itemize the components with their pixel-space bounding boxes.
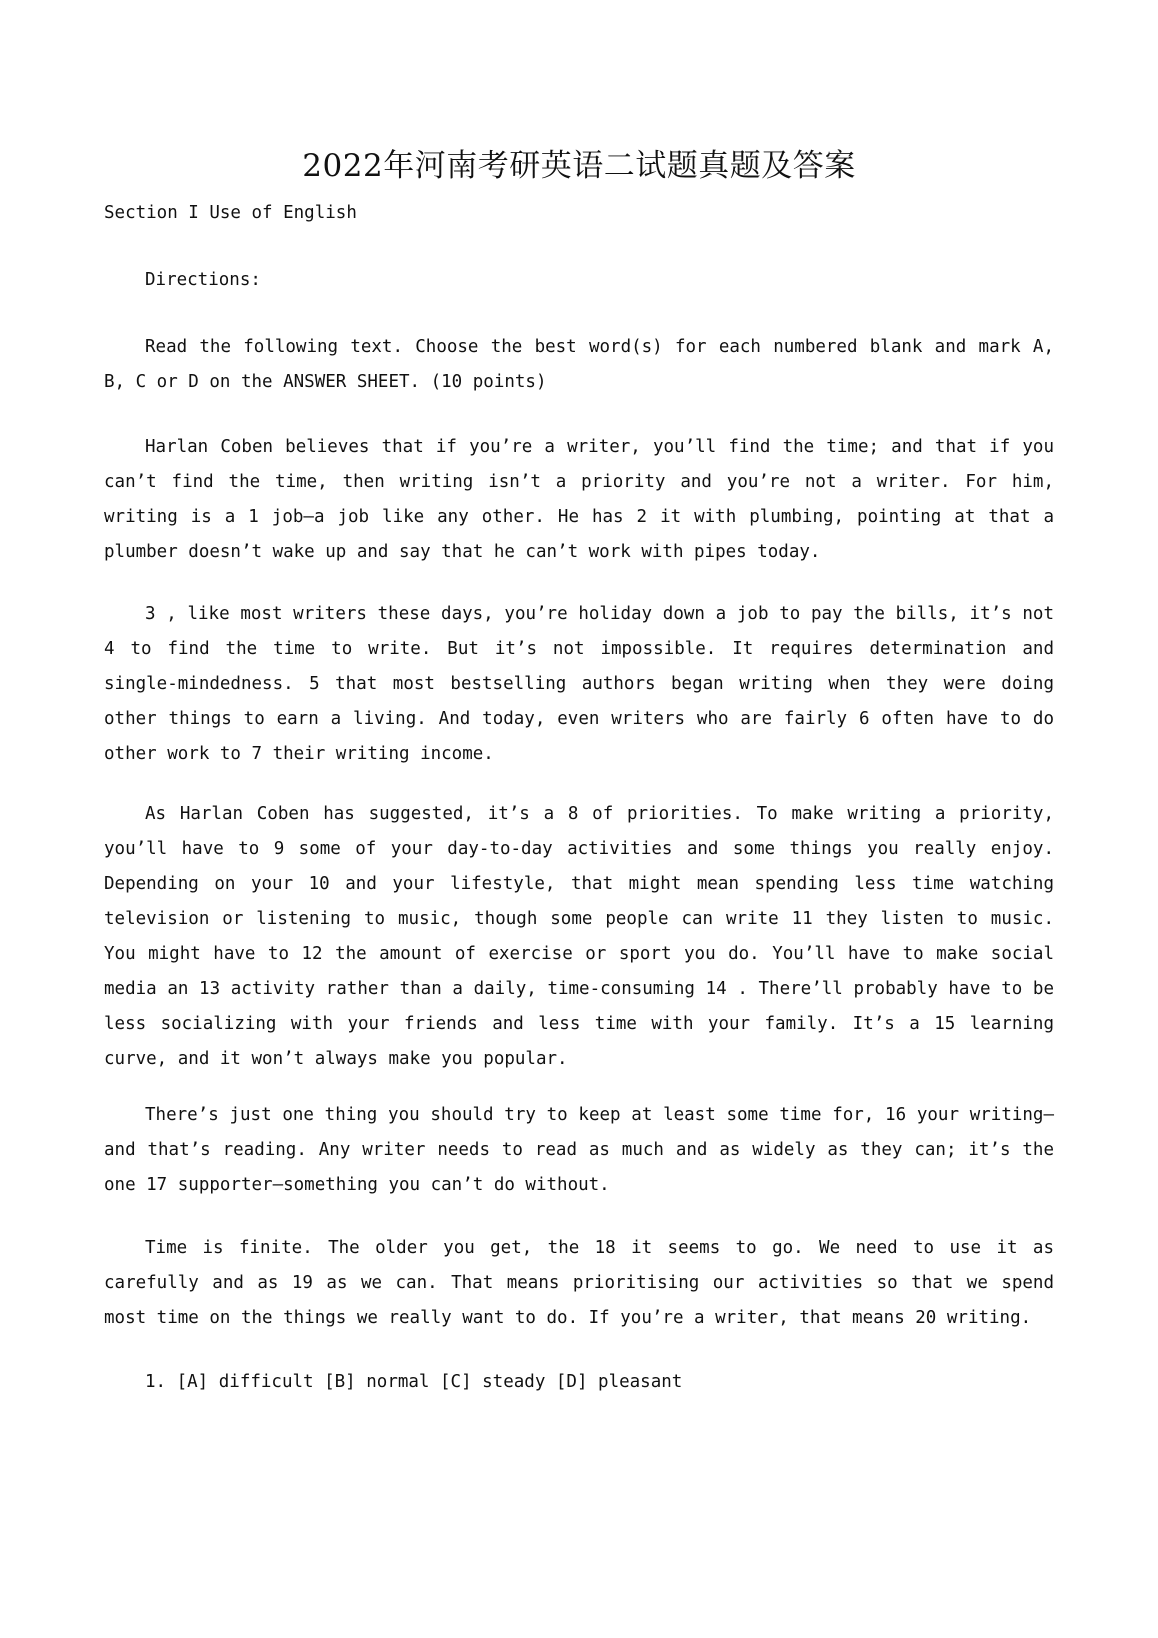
question-1: 1. [A] difficult [B] normal [C] steady [D] pleasant bbox=[145, 1372, 683, 1392]
passage-paragraph-5: Time is finite. The older you get, the 18 it seems to go. We need to use it as carefully and as 19 as we can. That means prioritising our activities so that we spend most time on the things we really want to do. If you’re a writer, that means 20 writing. bbox=[104, 1238, 1054, 1328]
passage-paragraph-1: Harlan Coben believes that if you’re a writer, you’ll find the time; and that if you can’t find the time, then writing isn’t a priority and you’re not a writer. For him, writing is a 1 job–a job like any other. He has 2 it with plumbing, pointing at that a plumber doesn’t wake up and say that he can’t work with pipes today. bbox=[104, 437, 1054, 562]
section-heading: Section I Use of English bbox=[104, 203, 357, 223]
document-title: 2022年河南考研英语二试题真题及答案 bbox=[302, 148, 856, 184]
passage-paragraph-2: 3 , like most writers these days, you’re holiday down a job to pay the bills, it’s not 4 to find the time to write. But it’s not impossible. It requires determination and single-mindedness. 5 that most bestselling authors began writing when they were doing other things to earn a living. And today, even writers who are fairly 6 often have to do other work to 7 their writing income. bbox=[104, 604, 1054, 764]
passage-paragraph-3: As Harlan Coben has suggested, it’s a 8 of priorities. To make writing a priority, you’ll have to 9 some of your day-to-day activities and some things you really enjoy. Depending on your 10 and your lifestyle, that might mean spending less time watching television or listening to music, though some people can write 11 they listen to music. You might have to 12 the amount of exercise or sport you do. You’ll have to make social media an 13 activity rather than a daily, time-consuming 14 . There’ll probably have to be less socializing with your friends and less time with your family. It’s a 15 learning curve, and it won’t always make you popular. bbox=[104, 804, 1054, 1069]
directions-label: Directions: bbox=[145, 270, 261, 290]
passage-paragraph-4: There’s just one thing you should try to keep at least some time for, 16 your writing–and that’s reading. Any writer needs to read as much and as widely as they can; it’s the one 17 supporter–something you can’t do without. bbox=[104, 1105, 1054, 1195]
directions-text: Read the following text. Choose the best word(s) for each numbered blank and mark A, B, C or D on the ANSWER SHEET. (10 points) bbox=[104, 337, 1054, 392]
